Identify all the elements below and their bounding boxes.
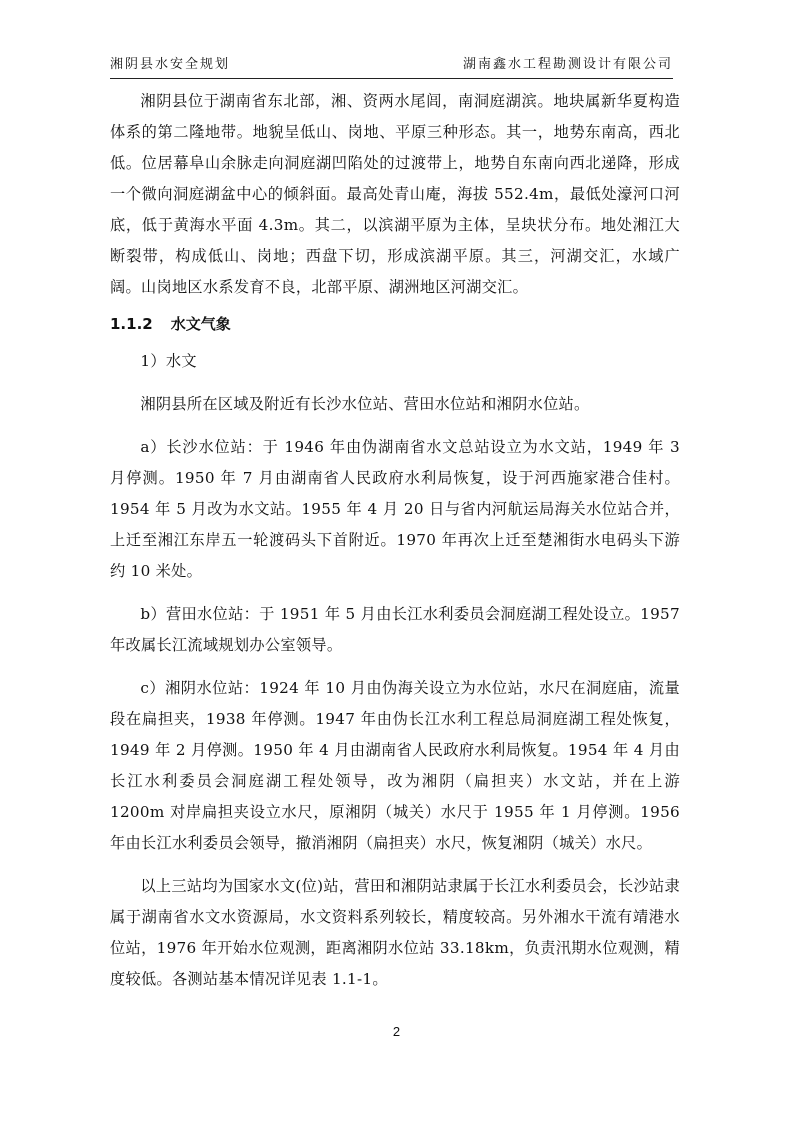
page-number: 2: [392, 1024, 401, 1039]
section-number: 1.1.2: [110, 315, 153, 333]
subsection-hydrology: 1）水文: [140, 352, 197, 370]
section-heading: [110, 309, 680, 340]
paragraph-changsha-station: a）长沙水位站：于 1946 年由伪湖南省水文总站设立为水文站，1949 年 3 月停测。1950 年 7 月由湖南省人民政府水利局恢复，设于河西施家港合佳村。1954 年 5 月改为水文站。1955 年 4 月 20 日与省内河航运局海关水位站合并，上迁至湘江东岸五一轮渡码头下首附近。1970 年再次上迁至楚湘街水电码头下游约 10 米处。: [110, 438, 680, 580]
paragraph-stations-intro: 湘阴县所在区域及附近有长沙水位站、营田水位站和湘阴水位站。: [140, 395, 590, 413]
section-title: 水文气象: [170, 315, 231, 333]
page-content: [110, 86, 680, 995]
page-header: [110, 52, 673, 79]
paragraph-summary: 以上三站均为国家水文(位)站，营田和湘阴站隶属于长江水利委员会，长沙站隶属于湖南省水文水资源局，水文资料系列较长，精度较高。另外湘水干流有靖港水位站，1976 年开始水位观测，距离湘阴水位站 33.18km，负责汛期水位观测，精度较低。各测站基本情况详见表 1.1-1。: [110, 877, 680, 988]
header-document-title: 湘阴县水安全规划: [110, 57, 231, 72]
paragraph-terrain: 湘阴县位于湖南省东北部，湘、资两水尾闾，南洞庭湖滨。地块属新华夏构造体系的第二隆地带。地貌呈低山、岗地、平原三种形态。其一，地势东南高，西北低。位居幕阜山余脉走向洞庭湖凹陷处的过渡带上，地势自东南向西北递降，形成一个微向洞庭湖盆中心的倾斜面。最高处青山庵，海拔 552.4m，最低处濠河口河底，低于黄海水平面 4.3m。其二，以滨湖平原为主体，呈块状分布。地处湘江大断裂带，构成低山、岗地；西盘下切，形成滨湖平原。其三，河湖交汇，水域广阔。山岗地区水系发育不良，北部平原、湖洲地区河湖交汇。: [110, 92, 680, 296]
paragraph-xiangyin-station: c）湘阴水位站：1924 年 10 月由伪海关设立为水位站，水尺在洞庭庙，流量段在扁担夹，1938 年停测。1947 年由伪长江水利工程总局洞庭湖工程处恢复，1949 年 2 月停测。1950 年 4 月由湖南省人民政府水利局恢复。1954 年 4 月由长江水利委员会洞庭湖工程处领导，改为湘阴（扁担夹）水文站，并在上游 1200m 对岸扁担夹设立水尺，原湘阴（城关）水尺于 1955 年 1 月停测。1956 年由长江水利委员会领导，撤消湘阴（扁担夹）水尺，恢复湘阴（城关）水尺。: [110, 679, 680, 852]
header-company-name: 湖南鑫水工程勘测设计有限公司: [462, 57, 673, 72]
paragraph-yingtian-station: b）营田水位站：于 1951 年 5 月由长江水利委员会洞庭湖工程处设立。1957 年改属长江流域规划办公室领导。: [110, 605, 680, 654]
